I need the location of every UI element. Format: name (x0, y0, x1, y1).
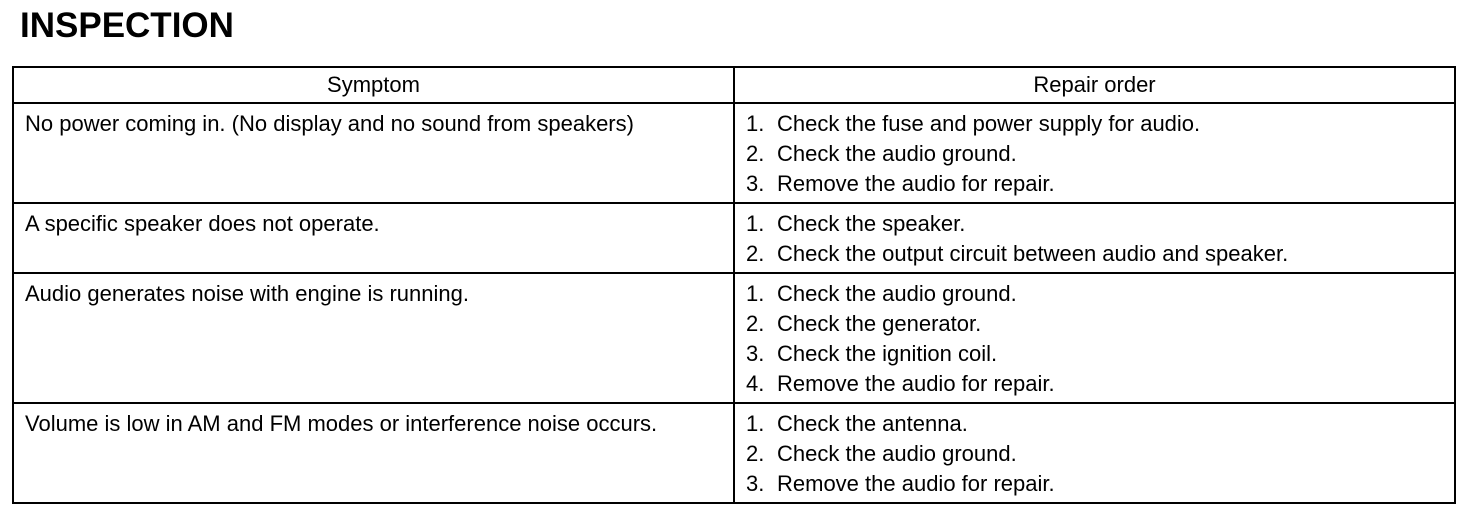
step-number: 1. (746, 411, 765, 436)
repair-order-cell (734, 273, 1455, 403)
repair-order-cell (734, 403, 1455, 503)
step-number: 2. (746, 241, 765, 266)
step-text: Remove the audio for repair. (777, 371, 1055, 396)
symptom-cell: Audio generates noise with engine is running. (13, 273, 734, 403)
symptom-cell: A specific speaker does not operate. (13, 203, 734, 273)
repair-step (746, 469, 1444, 499)
column-header-repair-order: Repair order (734, 67, 1455, 103)
repair-step (746, 439, 1444, 469)
symptom-cell: Volume is low in AM and FM modes or interference noise occurs. (13, 403, 734, 503)
repair-step (746, 139, 1444, 169)
step-number: 3. (746, 171, 765, 196)
step-text: Check the audio ground. (777, 141, 1017, 166)
step-number: 3. (746, 341, 765, 366)
step-number: 4. (746, 371, 765, 396)
table-row (13, 403, 1455, 503)
repair-steps-list (746, 279, 1444, 399)
step-number: 1. (746, 211, 765, 236)
step-text: Check the generator. (777, 311, 982, 336)
step-text: Check the ignition coil. (777, 341, 998, 366)
repair-step (746, 309, 1444, 339)
step-number: 2. (746, 441, 765, 466)
table-row (13, 273, 1455, 403)
page-title: INSPECTION (20, 6, 234, 45)
symptom-cell: No power coming in. (No display and no sound from speakers) (13, 103, 734, 203)
repair-steps-list (746, 409, 1444, 499)
step-number: 1. (746, 281, 765, 306)
table-header-row (13, 67, 1455, 103)
step-text: Check the audio ground. (777, 441, 1017, 466)
table-row (13, 203, 1455, 273)
repair-step (746, 339, 1444, 369)
column-header-symptom: Symptom (13, 67, 734, 103)
step-number: 3. (746, 471, 765, 496)
repair-step (746, 209, 1444, 239)
repair-step (746, 279, 1444, 309)
repair-step (746, 409, 1444, 439)
repair-step (746, 109, 1444, 139)
repair-steps-list (746, 209, 1444, 269)
repair-order-cell (734, 203, 1455, 273)
step-number: 2. (746, 141, 765, 166)
step-text: Check the speaker. (777, 211, 966, 236)
inspection-table (12, 66, 1456, 504)
repair-step (746, 169, 1444, 199)
repair-order-cell (734, 103, 1455, 203)
repair-step (746, 239, 1444, 269)
step-number: 1. (746, 111, 765, 136)
step-text: Check the antenna. (777, 411, 968, 436)
step-text: Remove the audio for repair. (777, 471, 1055, 496)
step-text: Remove the audio for repair. (777, 171, 1055, 196)
step-text: Check the fuse and power supply for audio. (777, 111, 1201, 136)
repair-step (746, 369, 1444, 399)
step-text: Check the audio ground. (777, 281, 1017, 306)
step-text: Check the output circuit between audio and speaker. (777, 241, 1289, 266)
step-number: 2. (746, 311, 765, 336)
table-row (13, 103, 1455, 203)
repair-steps-list (746, 109, 1444, 199)
